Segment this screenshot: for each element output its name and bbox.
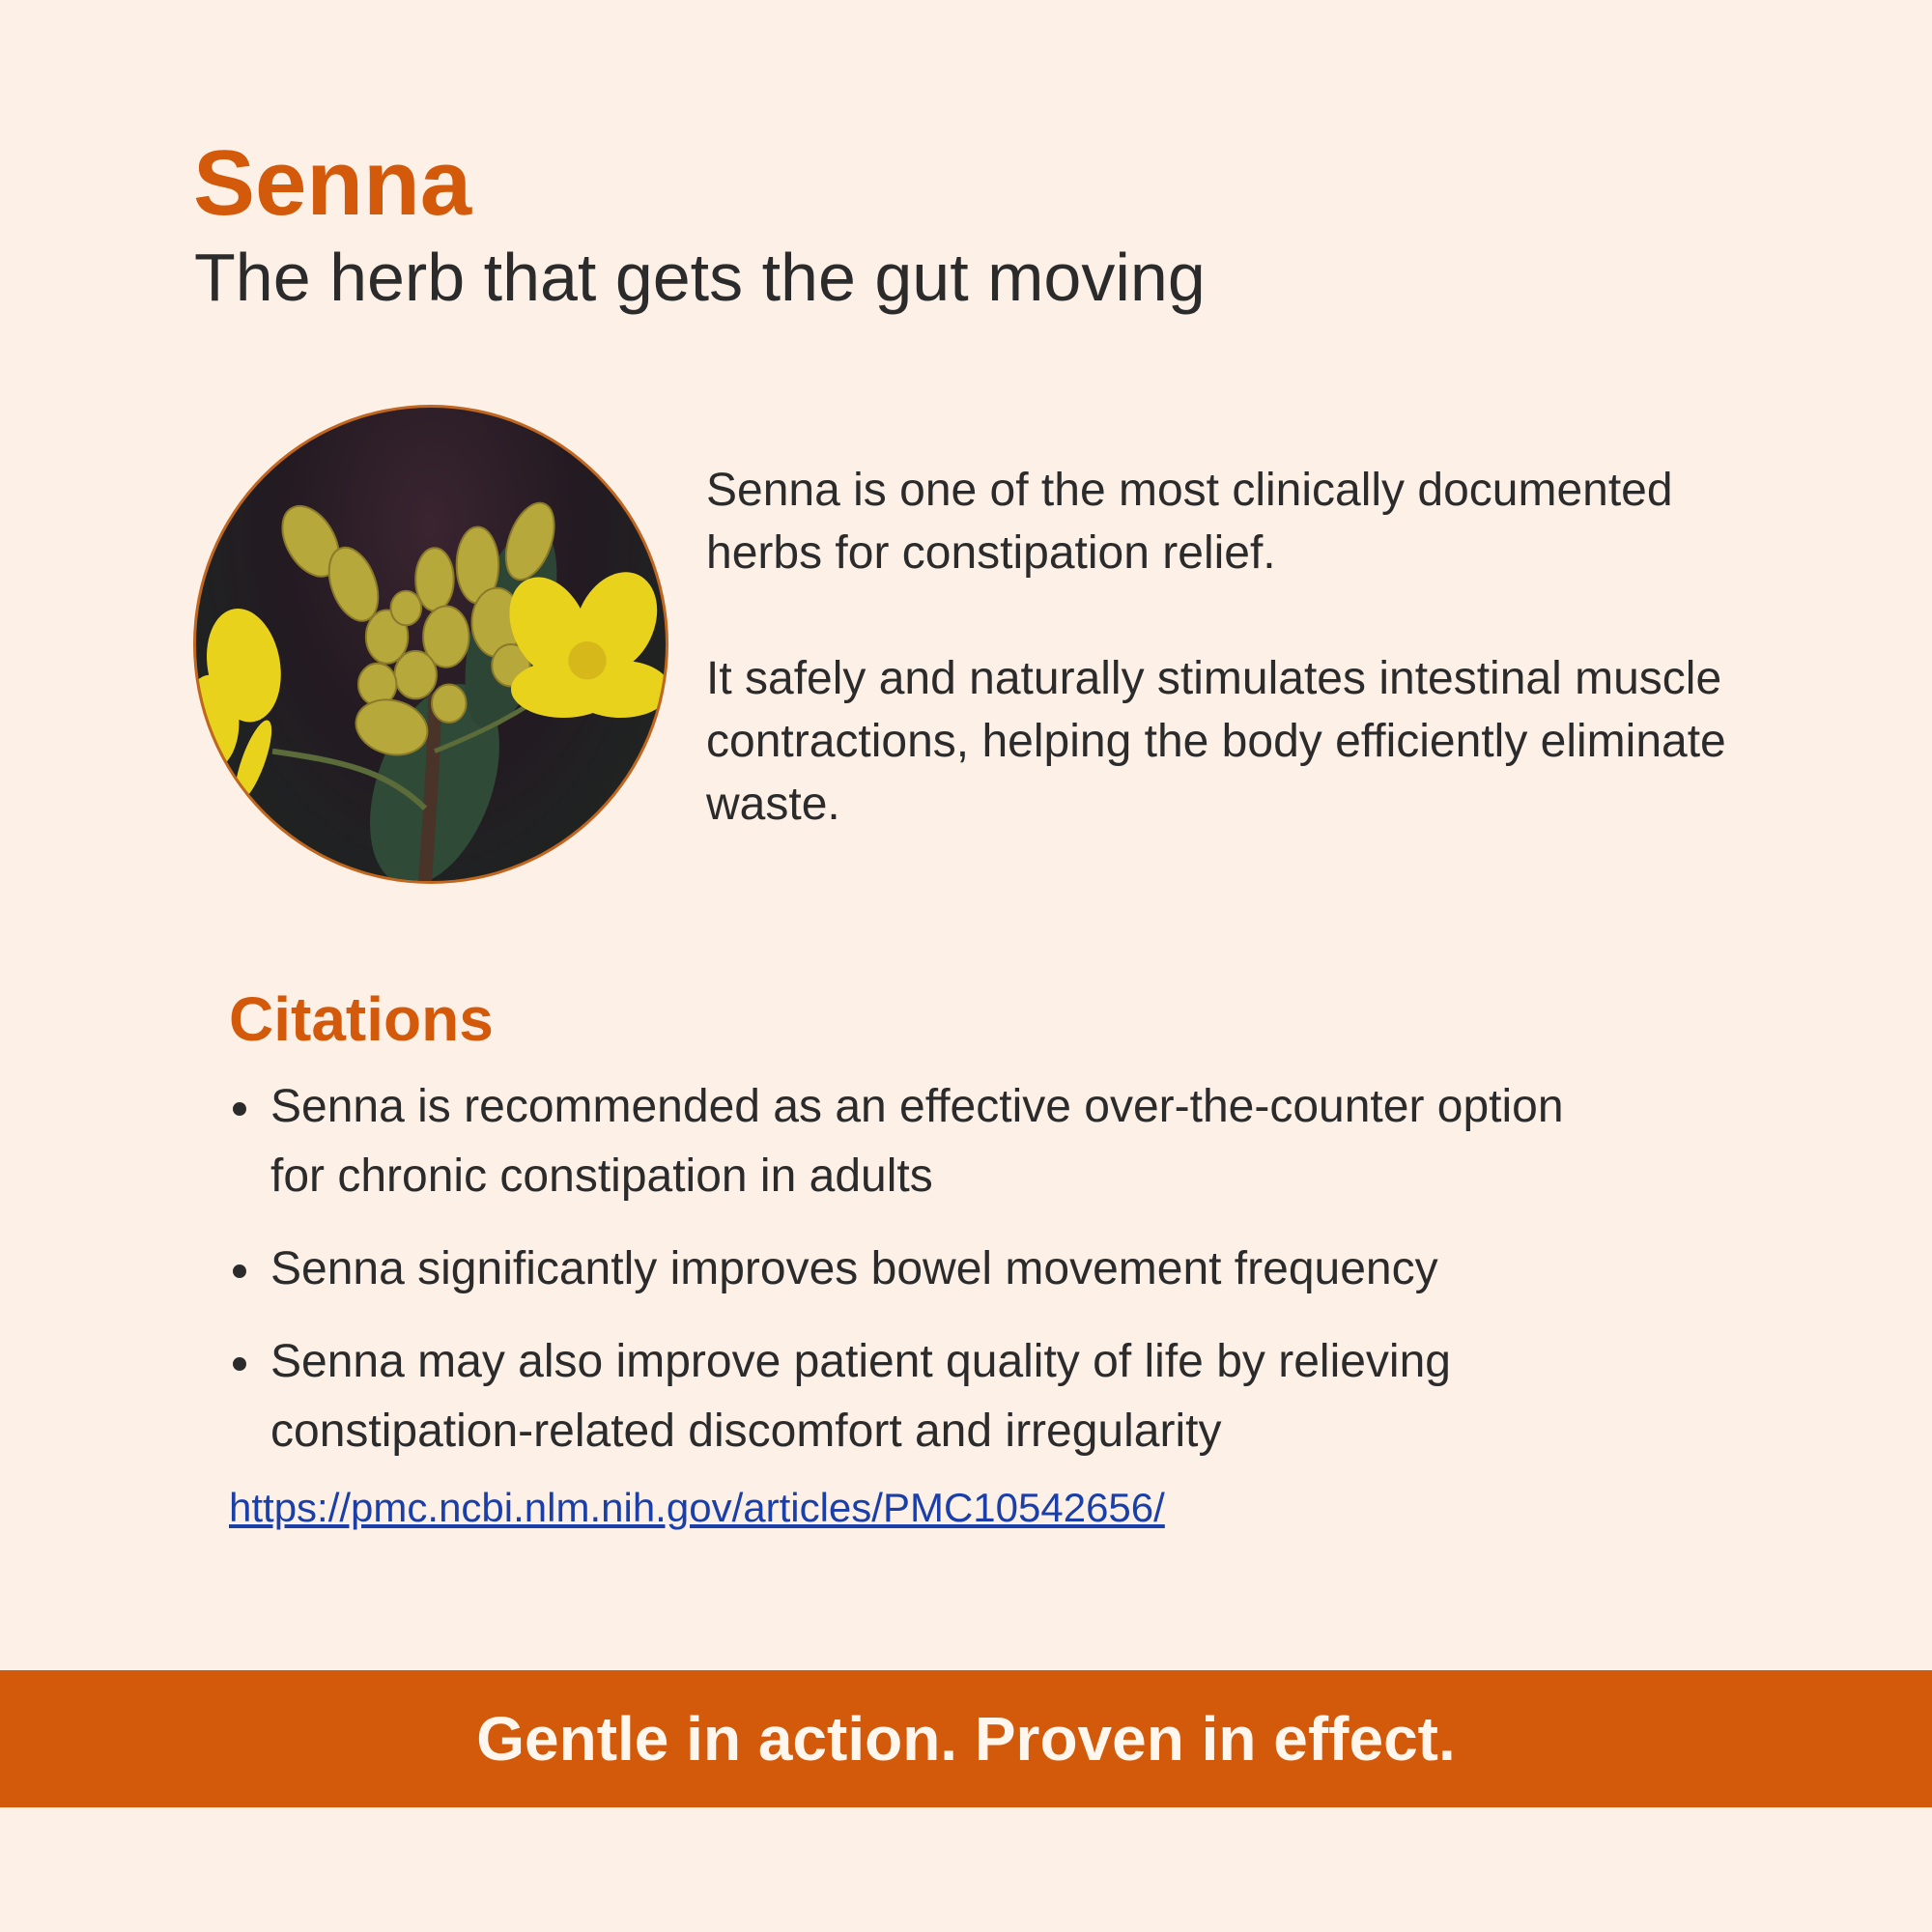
page-title: Senna <box>193 131 472 235</box>
citation-link[interactable]: https://pmc.ncbi.nlm.nih.gov/articles/PMC10542656/ <box>229 1485 1165 1530</box>
citation-text: Senna significantly improves bowel movement frequency <box>270 1243 1438 1294</box>
intro-text <box>706 459 1730 836</box>
intro-paragraph: It safely and naturally stimulates intestinal muscle contractions, helping the body efficiently eliminate waste. <box>706 653 1726 830</box>
list-item <box>229 1235 1620 1304</box>
citation-text: Senna may also improve patient quality of life by relieving constipation-related discomfort and irregularity <box>270 1336 1451 1457</box>
citations-heading: Citations <box>229 984 494 1054</box>
page-subtitle: The herb that gets the gut moving <box>194 240 1206 315</box>
flower-photo-icon <box>196 408 666 881</box>
intro-paragraph: Senna is one of the most clinically documented herbs for constipation relief. <box>706 465 1673 579</box>
list-item <box>229 1072 1620 1211</box>
bullet-icon <box>233 1102 246 1116</box>
tagline-banner <box>0 1670 1932 1807</box>
bullet-icon <box>233 1357 246 1371</box>
senna-flower-photo <box>193 405 668 884</box>
citations-list <box>229 1072 1620 1490</box>
tagline-text: Gentle in action. Proven in effect. <box>476 1704 1456 1774</box>
bullet-icon <box>233 1264 246 1278</box>
list-item <box>229 1327 1620 1466</box>
citation-text: Senna is recommended as an effective over-the-counter option for chronic constipation in adults <box>270 1081 1564 1202</box>
